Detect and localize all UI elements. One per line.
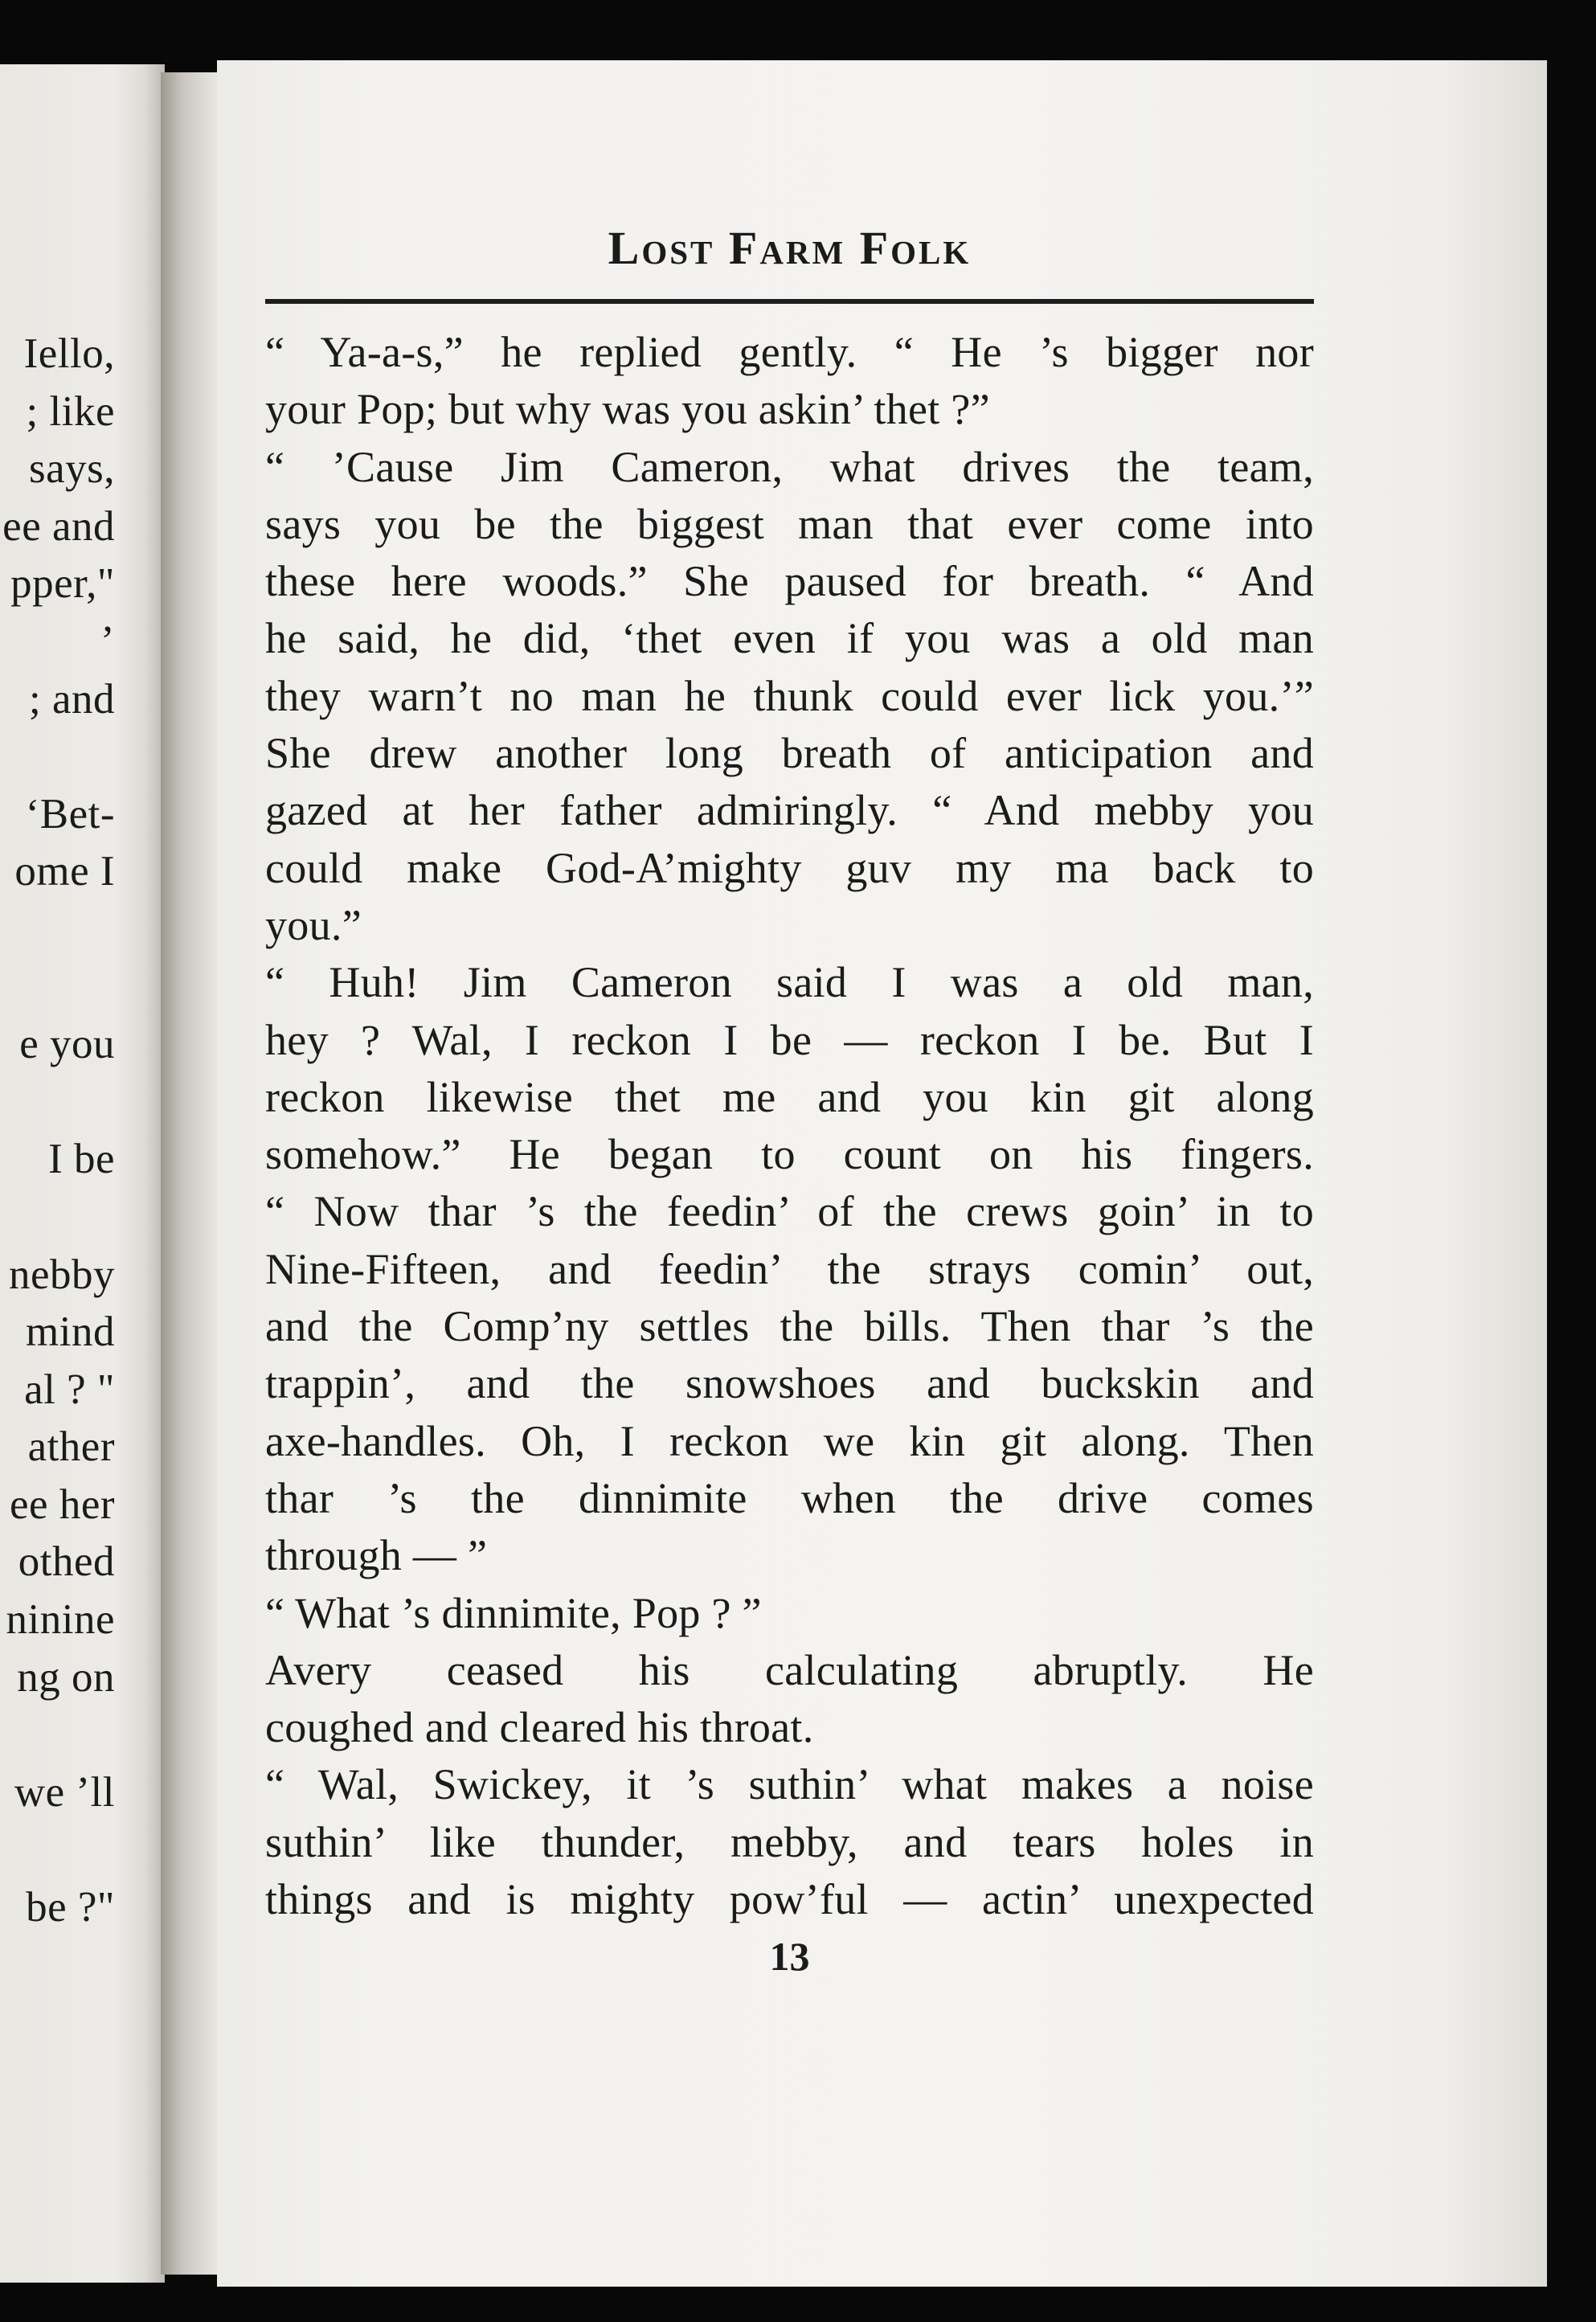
text-line: “ What ’s dinnimite, Pop ? ” bbox=[265, 1588, 762, 1637]
facing-page-line bbox=[2, 1706, 115, 1764]
text-line: trappin’, and the snowshoes and buckskin and bbox=[265, 1359, 1314, 1408]
text-line: you.” bbox=[265, 900, 362, 949]
facing-page-line: ’ bbox=[100, 617, 115, 665]
facing-page-line bbox=[2, 1189, 115, 1247]
text-line: somehow.” He began to count on his fingers. bbox=[265, 1130, 1314, 1179]
facing-page-line bbox=[2, 901, 115, 959]
text-line: Avery ceased his calculating abruptly. He bbox=[265, 1645, 1314, 1694]
text-line: hey ? Wal, I reckon I be — reckon I be. But I bbox=[265, 1015, 1314, 1064]
facing-page-line: ‘Bet- bbox=[25, 790, 115, 837]
text-line: thar ’s the dinnimite when the drive comes bbox=[265, 1473, 1314, 1522]
facing-page-line: nebby bbox=[8, 1251, 115, 1298]
facing-page-line: be ?" bbox=[26, 1884, 115, 1931]
facing-page-line: othed bbox=[18, 1538, 115, 1586]
facing-page-line: ather bbox=[27, 1423, 115, 1471]
text-line: “ ’Cause Jim Cameron, what drives the team, bbox=[265, 442, 1314, 491]
page-number: 13 bbox=[769, 1934, 810, 1979]
text-line: reckon likewise thet me and you kin git along bbox=[265, 1072, 1314, 1121]
facing-page-line: says, bbox=[28, 445, 115, 493]
facing-page bbox=[0, 64, 165, 2283]
facing-page-line: ; like bbox=[26, 387, 115, 435]
text-line: Nine-Fifteen, and feedin’ the strays comin’ out, bbox=[265, 1244, 1314, 1293]
facing-page-line: ee her bbox=[10, 1480, 115, 1528]
facing-page-line bbox=[2, 728, 115, 786]
facing-page-line: ng on bbox=[17, 1653, 115, 1701]
running-head: Lost Farm Folk bbox=[608, 222, 972, 274]
facing-page-line: pper," bbox=[10, 560, 115, 608]
text-line: your Pop; but why was you askin’ thet ?” bbox=[265, 385, 990, 434]
facing-page-line: we ’ll bbox=[14, 1768, 115, 1816]
text-line: and the Comp’ny settles the bills. Then thar ’s the bbox=[265, 1302, 1314, 1351]
text-line: could make God-A’mighty guv my ma back to bbox=[265, 843, 1314, 892]
facing-page-line: al ? " bbox=[24, 1366, 115, 1413]
text-line: suthin’ like thunder, mebby, and tears holes in bbox=[265, 1817, 1314, 1866]
facing-page-line bbox=[2, 959, 115, 1017]
text-line: “ Ya-a-s,” he replied gently. “ He ’s bigger nor bbox=[265, 328, 1314, 376]
facing-page-line: mind bbox=[26, 1308, 115, 1356]
text-line: he said, he did, ‘thet even if you was a old man bbox=[265, 614, 1314, 663]
facing-page-line: ninine bbox=[6, 1596, 115, 1644]
text-line: “ Wal, Swickey, it ’s suthin’ what makes a noise bbox=[265, 1760, 1314, 1809]
facing-page-line: I be bbox=[48, 1136, 115, 1183]
text-line: “ Huh! Jim Cameron said I was a old man, bbox=[265, 958, 1314, 1007]
body-text bbox=[265, 324, 1314, 1928]
header-rule bbox=[265, 299, 1314, 304]
facing-page-line: ; and bbox=[29, 675, 115, 723]
facing-page-line: Iello, bbox=[23, 330, 115, 377]
text-line: says you be the biggest man that ever come into bbox=[265, 499, 1314, 548]
text-line: through — ” bbox=[265, 1531, 488, 1580]
facing-page-text bbox=[2, 326, 115, 1937]
facing-page-line: ee and bbox=[2, 502, 115, 550]
facing-page-line: ome I bbox=[14, 848, 115, 895]
text-line: things and is mighty pow’ful — actin’ unexpected bbox=[265, 1875, 1314, 1924]
text-line: “ Now thar ’s the feedin’ of the crews goin’ in to bbox=[265, 1187, 1314, 1236]
text-line: She drew another long breath of anticipation and bbox=[265, 729, 1314, 778]
facing-page-line: e you bbox=[19, 1021, 115, 1068]
facing-page-line bbox=[2, 1074, 115, 1132]
facing-page-line bbox=[2, 1821, 115, 1879]
text-line: they warn’t no man he thunk could ever lick you.’” bbox=[265, 671, 1314, 720]
text-line: axe-handles. Oh, I reckon we kin git along. Then bbox=[265, 1416, 1314, 1465]
text-line: coughed and cleared his throat. bbox=[265, 1703, 814, 1752]
text-line: these here woods.” She paused for breath. “ And bbox=[265, 557, 1314, 606]
text-line: gazed at her father admiringly. “ And mebby you bbox=[265, 786, 1314, 835]
